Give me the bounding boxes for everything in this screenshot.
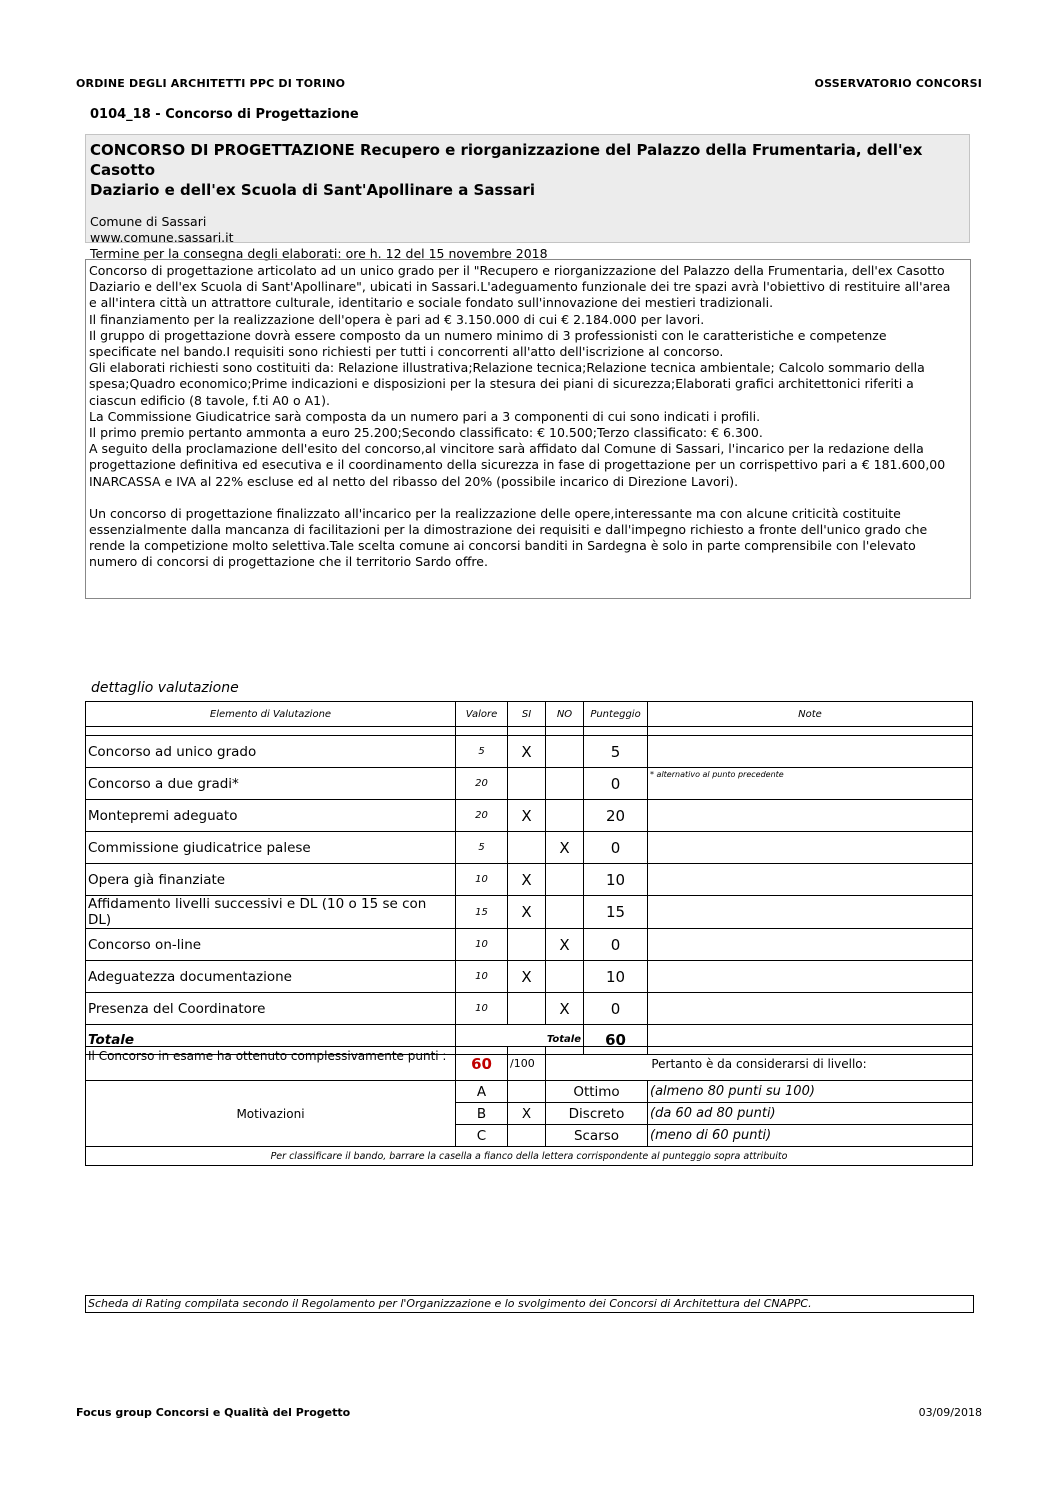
description-line: spesa;Quadro economico;Prime indicazioni e disposizioni per la stesura dei piani di sicurezza;Elaborati grafici architettonici riferiti a <box>89 376 914 392</box>
entity-name: Comune di Sassari <box>90 214 207 229</box>
table-row <box>86 768 973 800</box>
row-value: 10 <box>456 961 508 993</box>
row-note: * alternativo al punto precedente <box>648 768 973 800</box>
level-label: Pertanto è da considerarsi di livello: <box>546 1047 973 1081</box>
row-no-mark <box>546 896 584 929</box>
comment-line: Un concorso di progettazione finalizzato all'incarico per la realizzazione delle opere,interessante ma con alcune criticità costituite <box>89 505 901 521</box>
header-note: Note <box>648 702 973 727</box>
row-element: Presenza del Coordinatore <box>86 993 456 1025</box>
row-no-mark <box>546 864 584 896</box>
row-value: 10 <box>456 993 508 1025</box>
rating-footnote: Scheda di Rating compilata secondo il Regolamento per l'Organizzazione e lo svolgimento dei Concorsi di Architettura del CNAPPC. <box>85 1295 974 1313</box>
row-value: 5 <box>456 736 508 768</box>
description-line: progettazione definitiva ed esecutiva e il coordinamento della sicurezza in fase di progettazione per un corrispettivo pari a € 181.600,00 <box>89 457 946 473</box>
level-letter: A <box>456 1081 508 1103</box>
row-no-mark <box>546 800 584 832</box>
entity-website: www.comune.sassari.it <box>90 230 234 245</box>
level-letter: C <box>456 1125 508 1147</box>
row-note <box>648 961 973 993</box>
row-score: 15 <box>584 896 648 929</box>
row-si-mark: X <box>508 896 546 929</box>
level-mark <box>508 1125 546 1147</box>
row-score: 0 <box>584 929 648 961</box>
motivations-label: Motivazioni <box>86 1081 456 1147</box>
obtained-points: 60 <box>456 1047 508 1081</box>
row-score: 20 <box>584 800 648 832</box>
total-label-small: Totale <box>456 1025 584 1055</box>
row-si-mark <box>508 929 546 961</box>
row-si-mark <box>508 832 546 864</box>
row-score: 10 <box>584 864 648 896</box>
level-range: (da 60 ad 80 punti) <box>648 1103 973 1125</box>
row-element: Concorso a due gradi* <box>86 768 456 800</box>
description-line: Concorso di progettazione articolato ad un unico grado per il "Recupero e riorganizzazione del Palazzo della Frumentaria, dell'ex Casotto <box>89 263 945 278</box>
table-row <box>86 864 973 896</box>
table-row <box>86 896 973 929</box>
description-line: Il gruppo di progettazione dovrà essere composto da un numero minimo di 3 professionisti con le caratteristiche e competenze <box>89 327 887 343</box>
description-line: e all'intera città un attrattore culturale, identitario e sociale fondato sull'innovazione dei mestieri tradizionali. <box>89 295 774 311</box>
row-element: Concorso on-line <box>86 929 456 961</box>
row-element: Adeguatezza documentazione <box>86 961 456 993</box>
row-value: 20 <box>456 800 508 832</box>
competition-title-line2: Daziario e dell'ex Scuola di Sant'Apollinare a Sassari <box>90 181 535 199</box>
level-mark: X <box>508 1103 546 1125</box>
table-row <box>86 929 973 961</box>
header-left: ORDINE DEGLI ARCHITETTI PPC DI TORINO <box>76 77 346 90</box>
row-value: 10 <box>456 864 508 896</box>
description-line: Gli elaborati richiesti sono costituiti da: Relazione illustrativa;Relazione tecnica;Relazione tecnica ambientale; Calcolo sommario della <box>89 360 925 376</box>
out-of: /100 <box>508 1047 546 1081</box>
row-note <box>648 864 973 896</box>
row-value: 15 <box>456 896 508 929</box>
row-element: Opera già finanziate <box>86 864 456 896</box>
row-note <box>648 800 973 832</box>
description-line: Il finanziamento per la realizzazione dell'opera è pari ad € 3.150.000 di cui € 2.184.000 per lavori. <box>89 311 705 327</box>
comment-line: numero di concorsi di progettazione che il territorio Sardo offre. <box>89 554 488 570</box>
classification-instruction: Per classificare il bando, barrare la casella a fianco della lettera corrispondente al punteggio sopra attribuito <box>86 1147 973 1166</box>
description-line: INARCASSA e IVA al 22% escluse ed al netto del ribasso del 20% (possibile incarico di Direzione Lavori). <box>89 473 739 489</box>
row-note <box>648 993 973 1025</box>
row-score: 5 <box>584 736 648 768</box>
row-note <box>648 832 973 864</box>
row-si-mark: X <box>508 800 546 832</box>
row-no-mark <box>546 961 584 993</box>
footer-left: Focus group Concorsi e Qualità del Progetto <box>76 1406 351 1419</box>
row-value: 20 <box>456 768 508 800</box>
row-element: Affidamento livelli successivi e DL (10 o 15 se con DL) <box>86 896 456 929</box>
description-line: specificate nel bando.I requisiti sono richiesti per tutti i concorrenti all'atto dell'iscrizione al concorso. <box>89 344 724 360</box>
row-no-mark: X <box>546 929 584 961</box>
description-line: La Commissione Giudicatrice sarà composta da un numero pari a 3 componenti di cui sono indicati i profili. <box>89 408 761 424</box>
level-name: Discreto <box>546 1103 648 1125</box>
row-note <box>648 929 973 961</box>
table-row <box>86 961 973 993</box>
level-name: Scarso <box>546 1125 648 1147</box>
level-letter: B <box>456 1103 508 1125</box>
row-si-mark: X <box>508 736 546 768</box>
row-no-mark: X <box>546 832 584 864</box>
row-no-mark <box>546 736 584 768</box>
row-note <box>648 736 973 768</box>
detail-section-title: dettaglio valutazione <box>91 680 239 696</box>
level-range: (almeno 80 punti su 100) <box>648 1081 973 1103</box>
description-line: A seguito della proclamazione dell'esito del concorso,al vincitore sarà affidato dal Comune di Sassari, l'incarico per la redazione della <box>89 441 924 457</box>
row-si-mark: X <box>508 961 546 993</box>
obtained-label: Il Concorso in esame ha ottenuto complessivamente punti : <box>86 1047 456 1081</box>
description-box <box>85 259 971 599</box>
header-element: Elemento di Valutazione <box>86 702 456 727</box>
row-element: Concorso ad unico grado <box>86 736 456 768</box>
row-value: 5 <box>456 832 508 864</box>
score-summary-table <box>85 1046 973 1166</box>
row-si-mark: X <box>508 864 546 896</box>
evaluation-table <box>85 701 973 1055</box>
level-name: Ottimo <box>546 1081 648 1103</box>
comment-line: rende la competizione molto selettiva.Tale scelta comune ai concorsi banditi in Sardegna è solo in parte comprensibile con l'elevato <box>89 538 916 554</box>
total-score: 60 <box>584 1025 648 1055</box>
footer-date: 03/09/2018 <box>918 1406 982 1419</box>
row-note <box>648 896 973 929</box>
description-line: Il primo premio pertanto ammonta a euro 25.200;Secondo classificato: € 10.500;Terzo classificato: € 6.300. <box>89 425 763 441</box>
header-no: NO <box>546 702 584 727</box>
row-score: 0 <box>584 993 648 1025</box>
title-box <box>85 134 970 261</box>
comment-line: essenzialmente dalla mancanza di facilitazioni per la dimostrazione dei requisiti e dall'impegno richiesto a fronte dell'unico grado che <box>89 522 928 538</box>
header-value: Valore <box>456 702 508 727</box>
row-element: Commissione giudicatrice palese <box>86 832 456 864</box>
row-si-mark <box>508 768 546 800</box>
level-range: (meno di 60 punti) <box>648 1125 973 1147</box>
row-value: 10 <box>456 929 508 961</box>
description-line: ciascun edificio (8 tavole, f.ti A0 o A1). <box>89 392 330 408</box>
header-si: SI <box>508 702 546 727</box>
competition-title-line1: CONCORSO DI PROGETTAZIONE Recupero e riorganizzazione del Palazzo della Frumentaria, dell'ex Casotto <box>90 141 923 179</box>
table-header-row <box>86 702 973 727</box>
level-mark <box>508 1081 546 1103</box>
deadline: Termine per la consegna degli elaborati: ore h. 12 del 15 novembre 2018 <box>90 246 548 261</box>
row-score: 0 <box>584 832 648 864</box>
row-score: 10 <box>584 961 648 993</box>
row-no-mark <box>546 768 584 800</box>
row-no-mark: X <box>546 993 584 1025</box>
table-row <box>86 993 973 1025</box>
row-score: 0 <box>584 768 648 800</box>
header-score: Punteggio <box>584 702 648 727</box>
table-row <box>86 800 973 832</box>
table-row <box>86 736 973 768</box>
total-label: Totale <box>86 1025 456 1055</box>
description-line: Daziario e dell'ex Scuola di Sant'Apollinare", ubicati in Sassari.L'adeguamento funzionale dei tre spazi avrà l'obiettivo di restituire all'area <box>89 279 951 295</box>
row-element: Montepremi adeguato <box>86 800 456 832</box>
row-si-mark <box>508 993 546 1025</box>
table-row <box>86 832 973 864</box>
document-id: 0104_18 - Concorso di Progettazione <box>90 107 359 122</box>
header-right: OSSERVATORIO CONCORSI <box>814 77 982 90</box>
